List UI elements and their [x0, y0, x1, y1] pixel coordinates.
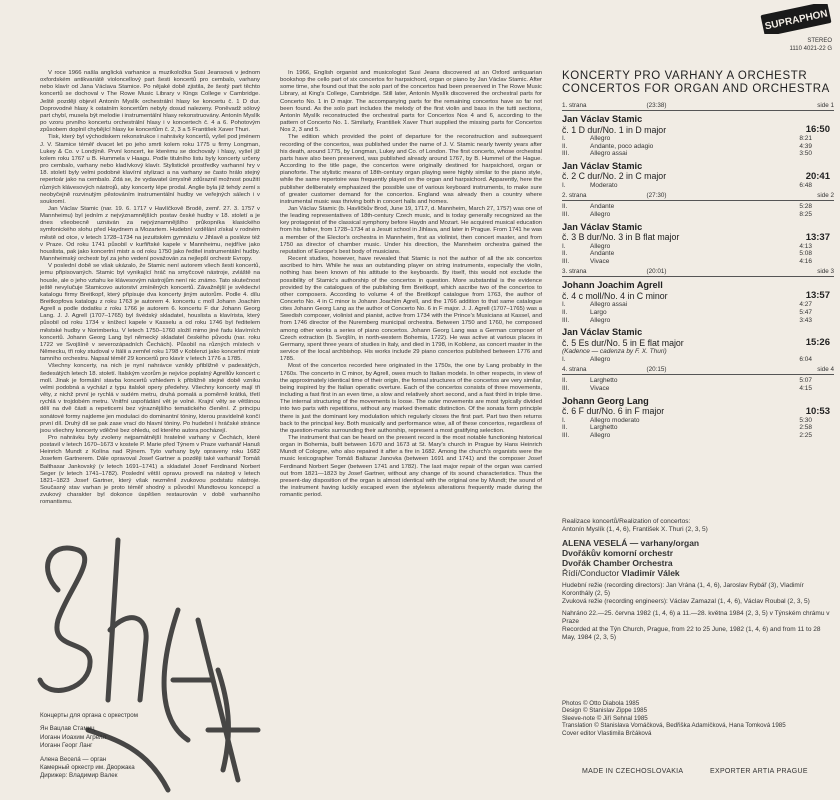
movement-row: [562, 150, 834, 158]
performance-credits: [562, 518, 834, 642]
movement-row: [562, 143, 834, 151]
paragraph: The edition which provided the point of departure for the reconstruction and subsequent recording of the concertos, was published under the name of J. V. Stamic nearly twenty years after his death, around 1775, by Longman, Lukey and Co. of London. The first concerto, whose orchestral parts have also been preserved, was published already around 1767, by B. Hummel of the Hague. According to the title page, the concertos were originally destined for harpsichord, organ or pianoforte. The stylistic means of 18th-century organ playing were highly similar to the piano style, while the same repertoire was frequently played on the organ and harpsichord. Apparently, here the publisher deliberately emphasized the possible use of various keyboard instruments, to make sure of greater customer demand for the concertos. England was already then a country where instrumental music was thriving both in concert halls and homes.: [280, 134, 542, 205]
composer-name: Jan Václav Stamic: [562, 327, 643, 338]
movement-name: Vivace: [590, 257, 610, 265]
side-label: 1. strana: [562, 102, 587, 109]
movement-number: II.: [562, 424, 568, 432]
movement-name: Larghetto: [590, 424, 618, 432]
movement-row: [562, 417, 834, 425]
movement-duration: 5:08: [799, 250, 812, 258]
work-title-row: [562, 232, 834, 243]
tracklist: [562, 102, 834, 439]
movement-row: [562, 211, 834, 219]
movement-row: [562, 385, 834, 393]
paragraph: In 1966, English organist and musicologist Susi Jeans discovered at an Oxford antiquarian bookshop the cello part of six concertos for harpsichord, organ or piano by Jan Václav Stamic. After some time, she found out that the solo part of the concertos had been preserved in The Rowe Music Library, at King's College, Cambridge. Still later, Antonín Myslík discovered the orchestral parts for Concerto No. 1 in D major. The accompanying parts for the remaining concertos have so far not been found. As the solo part includes the melody of the first violin and bass in the tutti sections, Antonín Myslík reconstructed the orchestral parts for Concertos Nos 4 and 6, according to the pattern of Concerto No. 1. Similarly, František Xaver Thuri supplied the missing parts for Concertos Nos 2, 3 and 5.: [280, 70, 542, 134]
work-title-row: [562, 124, 834, 135]
movement-duration: 4:27: [799, 301, 812, 309]
movement-duration: 4:16: [799, 257, 812, 265]
movement-number: III.: [562, 210, 570, 218]
ru-performer: Дирижер: Владимир Валек: [40, 772, 118, 780]
movement-number: III.: [562, 257, 570, 265]
ru-composer: Иоганн Георг Ланг: [40, 742, 93, 750]
movement-row: [562, 432, 834, 440]
movement-row: [562, 377, 834, 385]
movement-row: [562, 309, 834, 317]
movement-name: Larghetto: [590, 377, 618, 385]
work-duration: 13:37: [805, 231, 830, 243]
movement-number: I.: [562, 355, 566, 363]
ru-composer: Ян Вацлав Стамиц: [40, 725, 95, 733]
movement-number: III.: [562, 384, 570, 392]
english-liner-notes: [280, 70, 542, 790]
movement-name: Allegro: [590, 242, 611, 250]
side-header: [562, 268, 834, 277]
work-title-row: [562, 406, 834, 417]
movement-number: III.: [562, 431, 570, 439]
work-title-row: [562, 337, 834, 348]
movement-row: [562, 203, 834, 211]
paragraph: Recent studies, however, have revealed that Stamic is not the author of all the six concertos ascribed to him. While he was an outstanding player on string instruments, especially the violin, nothing has been known of his attitude to the keyboards. By itself, this would not exclude the possibility of Stamic's authorship of the concertos in question. More substantial is the evidence provided by the catalogues of the publishing firm Breitkopf, which ascribe two of the concertos to other composers. According to volume 4 of the Breitkopf catalogue from 1763, the author of Concerto No. 4 in C minor is Johann Joachim Agrell, and the 1766 addition to that same catalogue cites Johann Georg Lang as the author of Concerto No. 6 in F major. J. J. Agrell (1707–1765) was a Swedish composer, violinist and pianist, active from 1734 with the Prince's Musicians at Kassel, and from 1746 director of the Nuremberg municipal orchestra. Between 1750 and 1760, he composed among other works a series of piano concertos. Johann Georg Lang was a German composer of Czech extraction (b. Svojšín, in north-western Bohemia, 1722). He was active at various places in Germany, spent three years of studies in Italy, and died in 1798, in Koblenz, as concert master in the service of the local archbishop. His works include 29 piano concertos published between 1776 and 1785.: [280, 256, 542, 363]
orchestra-czech: Dvořákův komorní orchestr: [562, 548, 674, 558]
russian-credits: [40, 712, 260, 781]
movement-duration: 6:04: [799, 355, 812, 363]
side-number: side 2: [817, 192, 834, 200]
movement-duration: 4:15: [799, 384, 812, 392]
stereo-label: STEREO: [807, 38, 832, 44]
side-number: side 3: [817, 268, 834, 276]
soloist: ALENA VESELÁ — varhany/organ: [562, 538, 700, 548]
work-title-row: [562, 290, 834, 301]
movement-number: I.: [562, 181, 566, 189]
movement-row: [562, 182, 834, 190]
side-header: [562, 102, 834, 111]
movement-number: I.: [562, 135, 566, 142]
movement-name: Vivace: [590, 384, 610, 392]
movement-duration: 3:43: [799, 316, 812, 324]
paragraph: Tisk, který byl východiskem rekonstrukce i nahrávky koncertů, vyšel pod jménem J. V. Stamice téměř dvacet let po jeho smrti kolem roku 1775 u firmy Longman, Lukey & Co. v Londýně. První koncert, ke kterému se dochovaly i hlasy, vyšel již kolem roku 1767 u B. Hummela v Haagu. Podle titulního listu byly koncerty určeny pro cembalo, varhany nebo kladívkový klavír. Stylistické prostředky varhanní hry v 18. století byly velmi podobné klavírní stylizaci a na varhany se často hrálo stejný repertoár jako na cembalo. Zdá se, že vydavatel úmyslně zdůraznil možnost použití různých klávesových nástrojů, aby koncerty lépe prodal. Anglie byla již tehdy zemí s neobyčejně rozvinutým pěstováním instrumentální hudby ve veřejných sálech i v soukromí.: [40, 134, 260, 205]
movement-duration: 4:39: [799, 142, 812, 150]
movement-number: I.: [562, 242, 566, 250]
movement-number: II.: [562, 142, 568, 150]
composer-name: Johann Georg Lang: [562, 395, 649, 406]
work-title: č. 6 F dur/No. 6 in F major: [562, 406, 665, 416]
side-label: 4. strana: [562, 366, 587, 374]
ru-performer: Камерный оркестр им. Дворжака: [40, 764, 135, 772]
movement-number: I.: [562, 416, 566, 424]
production-credits: [562, 700, 834, 737]
cadenza-note: (Kadence — cadenza by F. X. Thuri): [562, 348, 667, 356]
work-title: č. 1 D dur/No. 1 in D major: [562, 124, 667, 135]
supraphon-logo: [760, 4, 832, 34]
movement-row: [562, 301, 834, 309]
movement-name: Allegro assai: [590, 301, 628, 309]
svg-text:SUPRAPHON: SUPRAPHON: [763, 8, 829, 33]
credit-line: Hudební režie (recording directors): Jan Vrána (1, 4, 6), Jaroslav Rybář (3), Vladimír Koronthály (2, 5): [562, 582, 804, 597]
work-title: č. 3 B dur/No. 3 in B flat major: [562, 232, 680, 243]
ru-title: Концерты для органа с оркестром: [40, 712, 138, 719]
movement-name: Moderato: [590, 181, 618, 189]
movement-duration: 3:50: [799, 150, 812, 158]
work-title: č. 5 Es dur/No. 5 in E flat major: [562, 337, 684, 348]
movement-row: [562, 356, 834, 364]
work-title: č. 2 C dur/No. 2 in C major: [562, 171, 667, 182]
movement-duration: 8:21: [799, 135, 812, 142]
paragraph: The instrument that can be heard on the present record is the most notable functioning historical organ in Bohemia, built between 1670 and 1673 at St. Mary's church in Prague by Hans Heinrich Mundt of Cologne, who also repaired it after a fire in 1682. Among the church's organists were the music lexicographer Tomáš Baltazar Janovka (between 1691 and 1741) and the composer Josef Ferdinand Norbert Seger (between 1741 and 1782). The last major repair of the organ was carried out from 1821—1823 by Josef Gartner, without any change of its sound characteristics. Thus the present-day disposition of the organ is almost identical with the original one by Mundt; the sound of the instrument having luckily escaped even the styleless alterations frequently made during the romantic period.: [280, 434, 542, 499]
work-duration: 16:50: [805, 124, 830, 135]
movement-name: Andante, poco adagio: [590, 142, 654, 150]
movement-name: Andante: [590, 250, 615, 258]
movement-number: II.: [562, 377, 568, 385]
title-czech: KONCERTY PRO VARHANY A ORCHESTR: [562, 70, 808, 82]
side-header: [562, 366, 834, 375]
catalog-info: [780, 38, 832, 53]
movement-number: III.: [562, 150, 570, 158]
side-label: 2. strana: [562, 192, 587, 200]
movement-duration: 4:13: [799, 242, 812, 250]
paragraph: Jan Václav Stamic (nar. 19. 6. 1717 v Havlíčkově Brodě, zemř. 27. 3. 1757 v Mannheimu) byl jedním z nejvýznamnějších postav české hudby v 18. století a je dnes všeobecně uznáván za nejvýznamnějšího průkopníka klasického symfonického slohu před Haydnem a Mozartem. Hudební vzdělání získal v rodném městě od otce, v letech 1728–1734 na jezuitském gymnáziu v Jihlavě a posléze též v Praze. Od roku 1741 působil v kurfiřtské kapele v Mannheimu, nejdříve jako houslista, pak jako koncertní mistr a od roku 1750 jako ředitel instrumentální hudby. Mannheimský orchestr byl za jeho vedení považován za nejlepší orchestr Evropy.: [40, 205, 260, 263]
ru-composer: Иоганн Иоахим Агрелл: [40, 733, 107, 741]
credit-photos: Photos © Otto Diabola 1985: [562, 700, 640, 707]
movement-name: Allegro: [590, 135, 611, 142]
side-number: side 4: [817, 366, 834, 374]
movement-name: Allegro: [590, 431, 611, 439]
composer-name: Jan Václav Stamic: [562, 221, 643, 232]
paragraph: Všechny koncerty, na nich je nyní nahrávce vznikly přibližně v padesátých, šedesátých letech 18. století. Italským vzorům je nejvíce poplatný Agrellův koncert c moll. Jinak je formální stavba koncertů vzhledem k přibližně stejné době vzniku velmi podobná a vychází z typu italské opery předehry. Všechny koncerty mají tři věty, z nichž první je rychlá v sudém metru, druhá pomalá a poměrně krátká, třetí rychlá v trojdobém metru. Vnitřní uspořádání vět je volné. Krajní věty se většinou dělí na dvě části a repeticemi bez výraznějšího tematického členění. Z principu sonátové formy najdeme jen modulaci do dominantní tóniny, kterou pravidelně končí první díl. Druhý díl se pak zase vrací do hlavní tóniny. Po hudební i hráčské stránce jsou všechny koncerty vděčné bez ohledu, od kterého autora pocházejí.: [40, 363, 260, 434]
credit-line: Nahráno 22.—25. června 1982 (1, 4, 6) a 11.—28. května 1984 (2, 3, 5) v Týnském chrámu v Praze: [562, 610, 830, 625]
side-time: (27:30): [646, 192, 667, 200]
movement-row: [562, 317, 834, 325]
ru-performer: Алена Веселá — орган: [40, 755, 107, 763]
paragraph: Most of the concertos recorded here originated in the 1750s, the one by Lang probably in the 1760s. The concerto in C minor, by Agrell, owes much to Italian models. In other respects, in view of the approximately identical time of their origin, the formal structures of the concertos are very similar, being inspired by the Italian operatic overture. Each of the concertos consists of three movements, including a fast first in an even time, a slow and relatively short second, and a fast third in triple time. The internal structuring of the movements is loose. The outer movements are most typically divided into two parts with repetitions, without any marked thematic distinction. Of the sonata form principle there is just the dominant key modulation which regularly closes the first part. Part two then returns back to the principal key. Both musically and performance wise, all of these concertos, regardless of the question-marks surrounding their authorship, represent a most gratifying selection.: [280, 363, 542, 434]
movement-name: Allegro: [590, 210, 611, 218]
czech-liner-notes: [40, 70, 260, 700]
movement-name: Largo: [590, 308, 607, 316]
movement-duration: 5:07: [799, 377, 812, 385]
title-english: CONCERTOS FOR ORGAN AND ORCHESTRA: [562, 83, 830, 95]
movement-number: II.: [562, 250, 568, 258]
movement-duration: 5:30: [799, 416, 812, 424]
tracklist-panel: [562, 70, 834, 439]
work-title: č. 4 c moll/No. 4 in C minor: [562, 290, 668, 301]
work-duration: 20:41: [805, 170, 830, 182]
work-title-row: [562, 171, 834, 182]
movement-duration: 2:58: [799, 424, 812, 432]
paragraph: V poslední době se však ukázalo, že Stamic není autorem všech šesti koncertů, jemu připisovaných. Stamic byl vynikající hráč na smyčcové nástroje, zvláště na housle, ale o jeho vztahu ke klávesovým nástrojům není nic známo. Tato skutečnost ještě nevylučuje Stamicovo autorství zmíněných koncertů. Závažnější je svědectví katalogu firmy Breitkopf, který připisuje dva koncerty jiným autorům. Podle 4. dílu Breitkopfova katalogu z roku 1763 je autorem 4. koncertu c moll Johann Joachim Agrell a podle dodatku z roku 1766 je autorem 6. koncertu F dur Johann Georg Lang. J. J. Agrell (1707–1765) byl švédský skladatel, houslista a klavírista, který působil od roku 1734 v knížecí kapele v Kasselu a od roku 1746 byl ředitelem městské hudby v Norimberku. V letech 1750–1760 složil mimo jiné řadu klavírních koncertů. Johann Georg Lang byl německý skladatel českého původu (nar. roku 1722 ve Svojšíně v severozápadních Čechách). Působil na různých místech v Německu, tři roky studoval v Itálii a zemřel roku 1798 v Koblenzi jako koncertní mistr tamního orchestru. Napsal téměř 29 koncertů pro klavír v letech 1776 a 1785.: [40, 263, 260, 363]
movement-row: [562, 243, 834, 251]
side-time: (20:15): [646, 366, 667, 374]
credit-design: Design © Stanislav Zippe 1985: [562, 707, 648, 715]
movement-number: II.: [562, 203, 568, 211]
movement-name: Allegro assai: [590, 150, 628, 158]
movement-duration: 5:47: [799, 308, 812, 316]
orchestra-english: Dvořák Chamber Orchestra: [562, 558, 673, 568]
work-duration: 13:57: [805, 290, 830, 302]
movement-name: Andante: [590, 203, 615, 211]
work-duration: 10:53: [805, 405, 830, 417]
paragraph: V roce 1966 našla anglická varhanice a muzikoložka Susi Jeansová v jednom oxfordském antikvariátě violoncellový part šesti koncertů pro cembalo, varhany nebo klavír od Jana Václava Stamice. Po nějaké době zjistila, že šestý part těchto koncertů se dochoval v The Rowe Music Library v Kings College v Cambridge. Ještě později objevil Antonín Myslík orchestrální hlasy ke koncertu č. 1 D dur. Doprovodné hlasy k ostatním koncertům nebyly dosud nalezeny. Poněvadž sólový part chybí, musela být melodie i instrumentální hlasy rekonstruovány. Antonín Myslík po vzoru prvního koncertu orchestrální hlasy i v koncertech č. 4 a 6. Pohotovým způsobem doplnil chybějící hlasy ke koncertům č. 2, 3 a 5 František Xaver Thuri.: [40, 70, 260, 134]
realization-names: Antonín Myslík (1, 4, 6), František X. Thuri (2, 3, 5): [562, 526, 708, 533]
composer-name: Johann Joachim Agrell: [562, 280, 663, 291]
side-header: [562, 192, 834, 201]
movement-row: [562, 424, 834, 432]
movement-duration: 5:28: [799, 203, 812, 211]
conductor: Řídí/Conductor Vladimír Válek: [562, 568, 680, 578]
movement-name: Allegro moderato: [590, 416, 640, 424]
movement-duration: 8:25: [799, 210, 812, 218]
made-in-label: MADE IN CZECHOSLOVAKIA: [582, 768, 684, 775]
credit-cover-editor: Cover editor Vlastimila Brčáková: [562, 729, 652, 737]
exporter-label: EXPORTER ARTIA PRAGUE: [710, 768, 808, 775]
side-number: side 1: [817, 102, 834, 109]
realization-label: Realizace koncertů/Realization of concertos:: [562, 518, 691, 525]
movement-number: I.: [562, 301, 566, 309]
side-time: (20:01): [646, 268, 667, 276]
paragraph: Pro nahrávku byly zvoleny nejpamátnější hratelné varhany v Čechách, které postavil v letech 1670–1673 v kostele P. Marie před Týnem v Praze varhanář Hanuš Heinrich Mundt z Kolína nad Rýnem. Tyto varhany byly opraveny roku 1682 Josefem Gartnerem. Dále opravoval Josef Gartner a později také varhanář Tomáš Balthasar Jankovský (v letech 1691–1741) a skladatel Josef Ferdinand Norbert Seger (v letech 1741–1782). Poslední větší opravu provedl na nástroji v letech 1821–1823 Josef Gartner, který však nezměnil zvukovou podstatu nástroje. Současný stav varhan je proto téměř shodný s původní Mundtovou koncepcí a zvukový charakter byl dokonce úspěšen restaurován v době varhanního romantismu.: [40, 434, 260, 506]
side-time: (23:38): [646, 102, 667, 109]
movement-row: [562, 135, 834, 143]
work-duration: 15:26: [805, 337, 830, 349]
movement-number: II.: [562, 308, 568, 316]
credit-line: Zvuková režie (recording engineers): Václav Zamazal (1, 4, 6), Václav Roubal (2, 3, 5): [562, 598, 810, 605]
movement-name: Allegro: [590, 355, 611, 363]
credit-line: Recorded at the Týn Church, Prague, from 22 to 25 June, 1982 (1, 4, 6) and from 11 to 28 May, 1984 (2, 3, 5): [562, 626, 821, 641]
movement-row: [562, 250, 834, 258]
movement-duration: 6:48: [799, 181, 812, 189]
movement-number: III.: [562, 316, 570, 324]
composer-name: Jan Václav Stamic: [562, 160, 643, 171]
composer-name: Jan Václav Stamic: [562, 114, 643, 124]
movement-row: [562, 258, 834, 266]
movement-duration: 2:25: [799, 431, 812, 439]
catalog-number: 1110 4021-22 G: [789, 45, 832, 52]
paragraph: Jan Václav Stamic (b. Havlíčkův Brod, June 19, 1717, d. Mannheim, March 27, 1757) was one of the leading representatives of 18th-century Czech music, and is today generally recognized as the key protagonist of the classical symphony before Haydn and Mozart. He acquired musical education from his father, from 1728–1734 at a Jesuit school in Jihlava, and later in Prague. From 1741 he was a member of the Elector's orchestra in Mannheim, first as violinist, then concert master, and from 1750 as director of chamber music. Under his direction, the Mannheim orchestra gained the reputation of Europe's best body of musicians.: [280, 205, 542, 255]
movement-name: Allegro: [590, 316, 611, 324]
credit-sleeve-note: Sleeve-note © Jiří Sehnal 1985: [562, 714, 648, 722]
side-label: 3. strana: [562, 268, 587, 276]
credit-translation: Translation © Stanislava Vomáčková, Bedřiška Adamíčková, Hana Tomková 1985: [562, 722, 786, 730]
